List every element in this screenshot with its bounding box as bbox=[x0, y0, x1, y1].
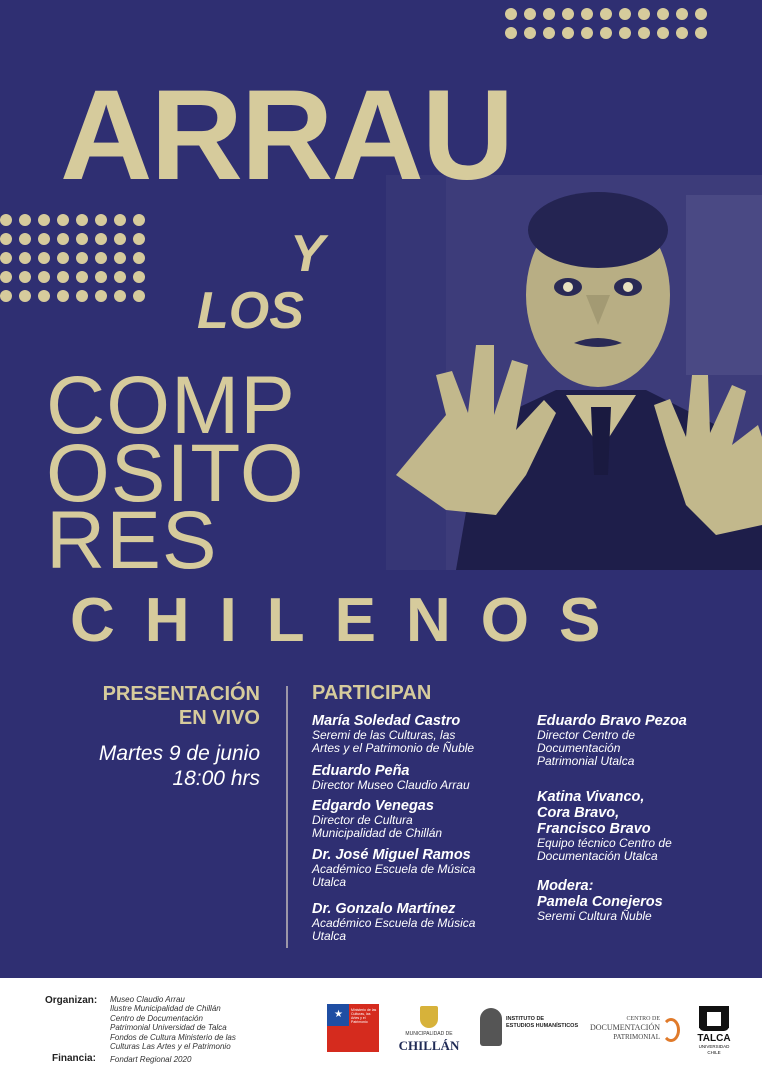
dot bbox=[695, 8, 707, 20]
participant bbox=[312, 798, 542, 840]
dot bbox=[38, 290, 50, 302]
moderator-role: Seremi Cultura Ñuble bbox=[537, 909, 652, 923]
participant bbox=[312, 713, 542, 755]
chillan-logo-small: MUNICIPALIDAD DE bbox=[405, 1031, 453, 1037]
event-time: 18:00 hrs bbox=[172, 767, 260, 790]
dot bbox=[657, 8, 669, 20]
participant bbox=[312, 901, 542, 943]
dot bbox=[581, 8, 593, 20]
title-y: Y bbox=[290, 225, 325, 283]
dot bbox=[76, 233, 88, 245]
dot bbox=[581, 27, 593, 39]
dot bbox=[114, 214, 126, 226]
dot bbox=[524, 8, 536, 20]
participant-name: Cora Bravo, bbox=[537, 805, 620, 821]
participant bbox=[537, 789, 762, 863]
participant-role: Seremi de las Culturas, las bbox=[312, 728, 456, 742]
participant-name: María Soledad Castro bbox=[312, 713, 461, 729]
participant bbox=[312, 847, 542, 889]
centro-logo-text1: CENTRO DE bbox=[626, 1016, 660, 1022]
participant-name: Katina Vivanco, bbox=[537, 789, 645, 805]
financia-value: Fondart Regional 2020 bbox=[110, 1055, 192, 1064]
dot bbox=[95, 290, 107, 302]
dot bbox=[114, 252, 126, 264]
title-arrau: ARRAU bbox=[60, 64, 513, 207]
dot bbox=[543, 27, 555, 39]
dot bbox=[505, 8, 517, 20]
dot bbox=[38, 233, 50, 245]
event-date: Martes 9 de junio bbox=[98, 742, 260, 765]
dot bbox=[619, 8, 631, 20]
dot bbox=[57, 271, 69, 283]
dot bbox=[38, 214, 50, 226]
chillan-logo-big: CHILLÁN bbox=[398, 1038, 460, 1053]
ministerio-logo-text: Ministerio de las Culturas, las Artes y el Patrimonio bbox=[351, 1008, 377, 1024]
organizer: Patrimonial Universidad de Talca bbox=[110, 1023, 227, 1033]
utalca-logo-text1: TALCA bbox=[697, 1033, 731, 1044]
instituto-logo-text2: ESTUDIOS HUMANÍSTICOS bbox=[506, 1023, 579, 1029]
presentation-label-2: EN VIVO bbox=[178, 707, 260, 729]
organizer: Centro de Documentación bbox=[110, 1013, 203, 1023]
dot bbox=[57, 252, 69, 264]
dot bbox=[133, 214, 145, 226]
footer bbox=[0, 978, 762, 1080]
dot bbox=[95, 252, 107, 264]
organizer: Museo Claudio Arrau bbox=[110, 995, 185, 1004]
dot bbox=[600, 27, 612, 39]
participant-name: Edgardo Venegas bbox=[312, 798, 434, 814]
dot bbox=[562, 27, 574, 39]
event-info bbox=[40, 682, 260, 792]
participants-heading: PARTICIPAN bbox=[312, 682, 432, 704]
participant-name: Francisco Bravo bbox=[537, 821, 651, 837]
dot bbox=[57, 290, 69, 302]
arrau-photo bbox=[386, 175, 762, 570]
dot bbox=[19, 233, 31, 245]
centro-logo-text3: PATRIMONIAL bbox=[613, 1033, 660, 1041]
dot bbox=[76, 290, 88, 302]
dot bbox=[19, 271, 31, 283]
organizer: Ilustre Municipalidad de Chillán bbox=[110, 1004, 221, 1014]
organizers-list bbox=[110, 995, 236, 1051]
participant-name: Dr. José Miguel Ramos bbox=[312, 847, 471, 863]
moderator-name: Pamela Conejeros bbox=[537, 894, 663, 910]
dot bbox=[676, 27, 688, 39]
title-compositores-1: COMP bbox=[46, 360, 296, 451]
moderator-heading: Modera: bbox=[537, 878, 594, 894]
title-los: LOS bbox=[197, 282, 304, 340]
centro-documentacion-logo bbox=[588, 1016, 680, 1050]
dot bbox=[524, 27, 536, 39]
dot bbox=[57, 214, 69, 226]
dot bbox=[76, 271, 88, 283]
participant-role: Académico Escuela de Música bbox=[312, 916, 476, 930]
dot bbox=[562, 8, 574, 20]
utalca-logo-text3: CHILE bbox=[707, 1050, 721, 1055]
dot bbox=[114, 233, 126, 245]
instituto-logo-text1: INSTITUTO DE bbox=[506, 1016, 545, 1022]
participant-role: Director de Cultura bbox=[312, 813, 413, 827]
dot bbox=[133, 252, 145, 264]
participant-role: Académico Escuela de Música bbox=[312, 862, 476, 876]
dot bbox=[76, 214, 88, 226]
title-compositores-2: OSITO bbox=[46, 428, 305, 519]
title-chilenos: CHILENOS bbox=[70, 586, 631, 655]
column-divider bbox=[286, 686, 288, 948]
dot bbox=[0, 233, 12, 245]
title-compositores-3: RES bbox=[46, 495, 218, 586]
financia-label: Financia: bbox=[52, 1053, 96, 1064]
dot bbox=[95, 214, 107, 226]
dot bbox=[95, 233, 107, 245]
chillan-logo bbox=[398, 1006, 460, 1056]
participant-name: Eduardo Bravo Pezoa bbox=[537, 713, 687, 729]
participant bbox=[537, 713, 762, 768]
dot bbox=[0, 252, 12, 264]
dot bbox=[38, 252, 50, 264]
participant-name: Eduardo Peña bbox=[312, 763, 410, 779]
dot-pattern-top bbox=[505, 8, 707, 39]
dot bbox=[600, 8, 612, 20]
dot bbox=[619, 27, 631, 39]
dot bbox=[133, 290, 145, 302]
dot bbox=[695, 27, 707, 39]
ministerio-logo: ★ Ministerio de las Culturas, las Artes y el Patrimonio bbox=[327, 1004, 379, 1052]
participant-role: Documentación Utalca bbox=[537, 849, 658, 863]
participant-role: Municipalidad de Chillán bbox=[312, 826, 443, 840]
organizer: Culturas Las Artes y el Patrimonio bbox=[110, 1042, 231, 1052]
dot bbox=[95, 271, 107, 283]
dot bbox=[0, 290, 12, 302]
participant-name: Dr. Gonzalo Martínez bbox=[312, 901, 456, 917]
presentation-label: PRESENTACIÓN bbox=[102, 683, 260, 705]
participant-role: Equipo técnico Centro de bbox=[537, 836, 672, 850]
participant-role: Documentación bbox=[537, 741, 621, 755]
dot bbox=[133, 233, 145, 245]
dot bbox=[133, 271, 145, 283]
participant-role: Patrimonial Utalca bbox=[537, 754, 635, 768]
dot bbox=[0, 271, 12, 283]
participant-role: Director Centro de bbox=[537, 728, 636, 742]
dot bbox=[676, 8, 688, 20]
dot-pattern-left bbox=[0, 214, 145, 302]
utalca-logo-text2: UNIVERSIDAD bbox=[698, 1044, 730, 1049]
dot bbox=[114, 271, 126, 283]
dot bbox=[638, 8, 650, 20]
dot bbox=[76, 252, 88, 264]
participant-role: Utalca bbox=[312, 875, 347, 889]
participant-role: Artes y el Patrimonio de Ñuble bbox=[312, 741, 475, 755]
participant-role: Director Museo Claudio Arrau bbox=[312, 778, 470, 792]
utalca-logo bbox=[693, 1006, 735, 1058]
dot bbox=[19, 252, 31, 264]
dot bbox=[638, 27, 650, 39]
moderator bbox=[537, 878, 762, 923]
dot bbox=[19, 214, 31, 226]
dot bbox=[38, 271, 50, 283]
organizan-label: Organizan: bbox=[45, 995, 98, 1006]
dot bbox=[505, 27, 517, 39]
dot bbox=[19, 290, 31, 302]
dot bbox=[114, 290, 126, 302]
centro-logo-text2: DOCUMENTACIÓN bbox=[589, 1023, 660, 1032]
instituto-logo bbox=[480, 1008, 579, 1048]
dot bbox=[57, 233, 69, 245]
organizer: Fondos de Cultura Ministerio de las bbox=[110, 1032, 236, 1042]
participant-role: Utalca bbox=[312, 929, 347, 943]
dot bbox=[657, 27, 669, 39]
dot bbox=[0, 214, 12, 226]
participant bbox=[312, 763, 542, 792]
dot bbox=[543, 8, 555, 20]
